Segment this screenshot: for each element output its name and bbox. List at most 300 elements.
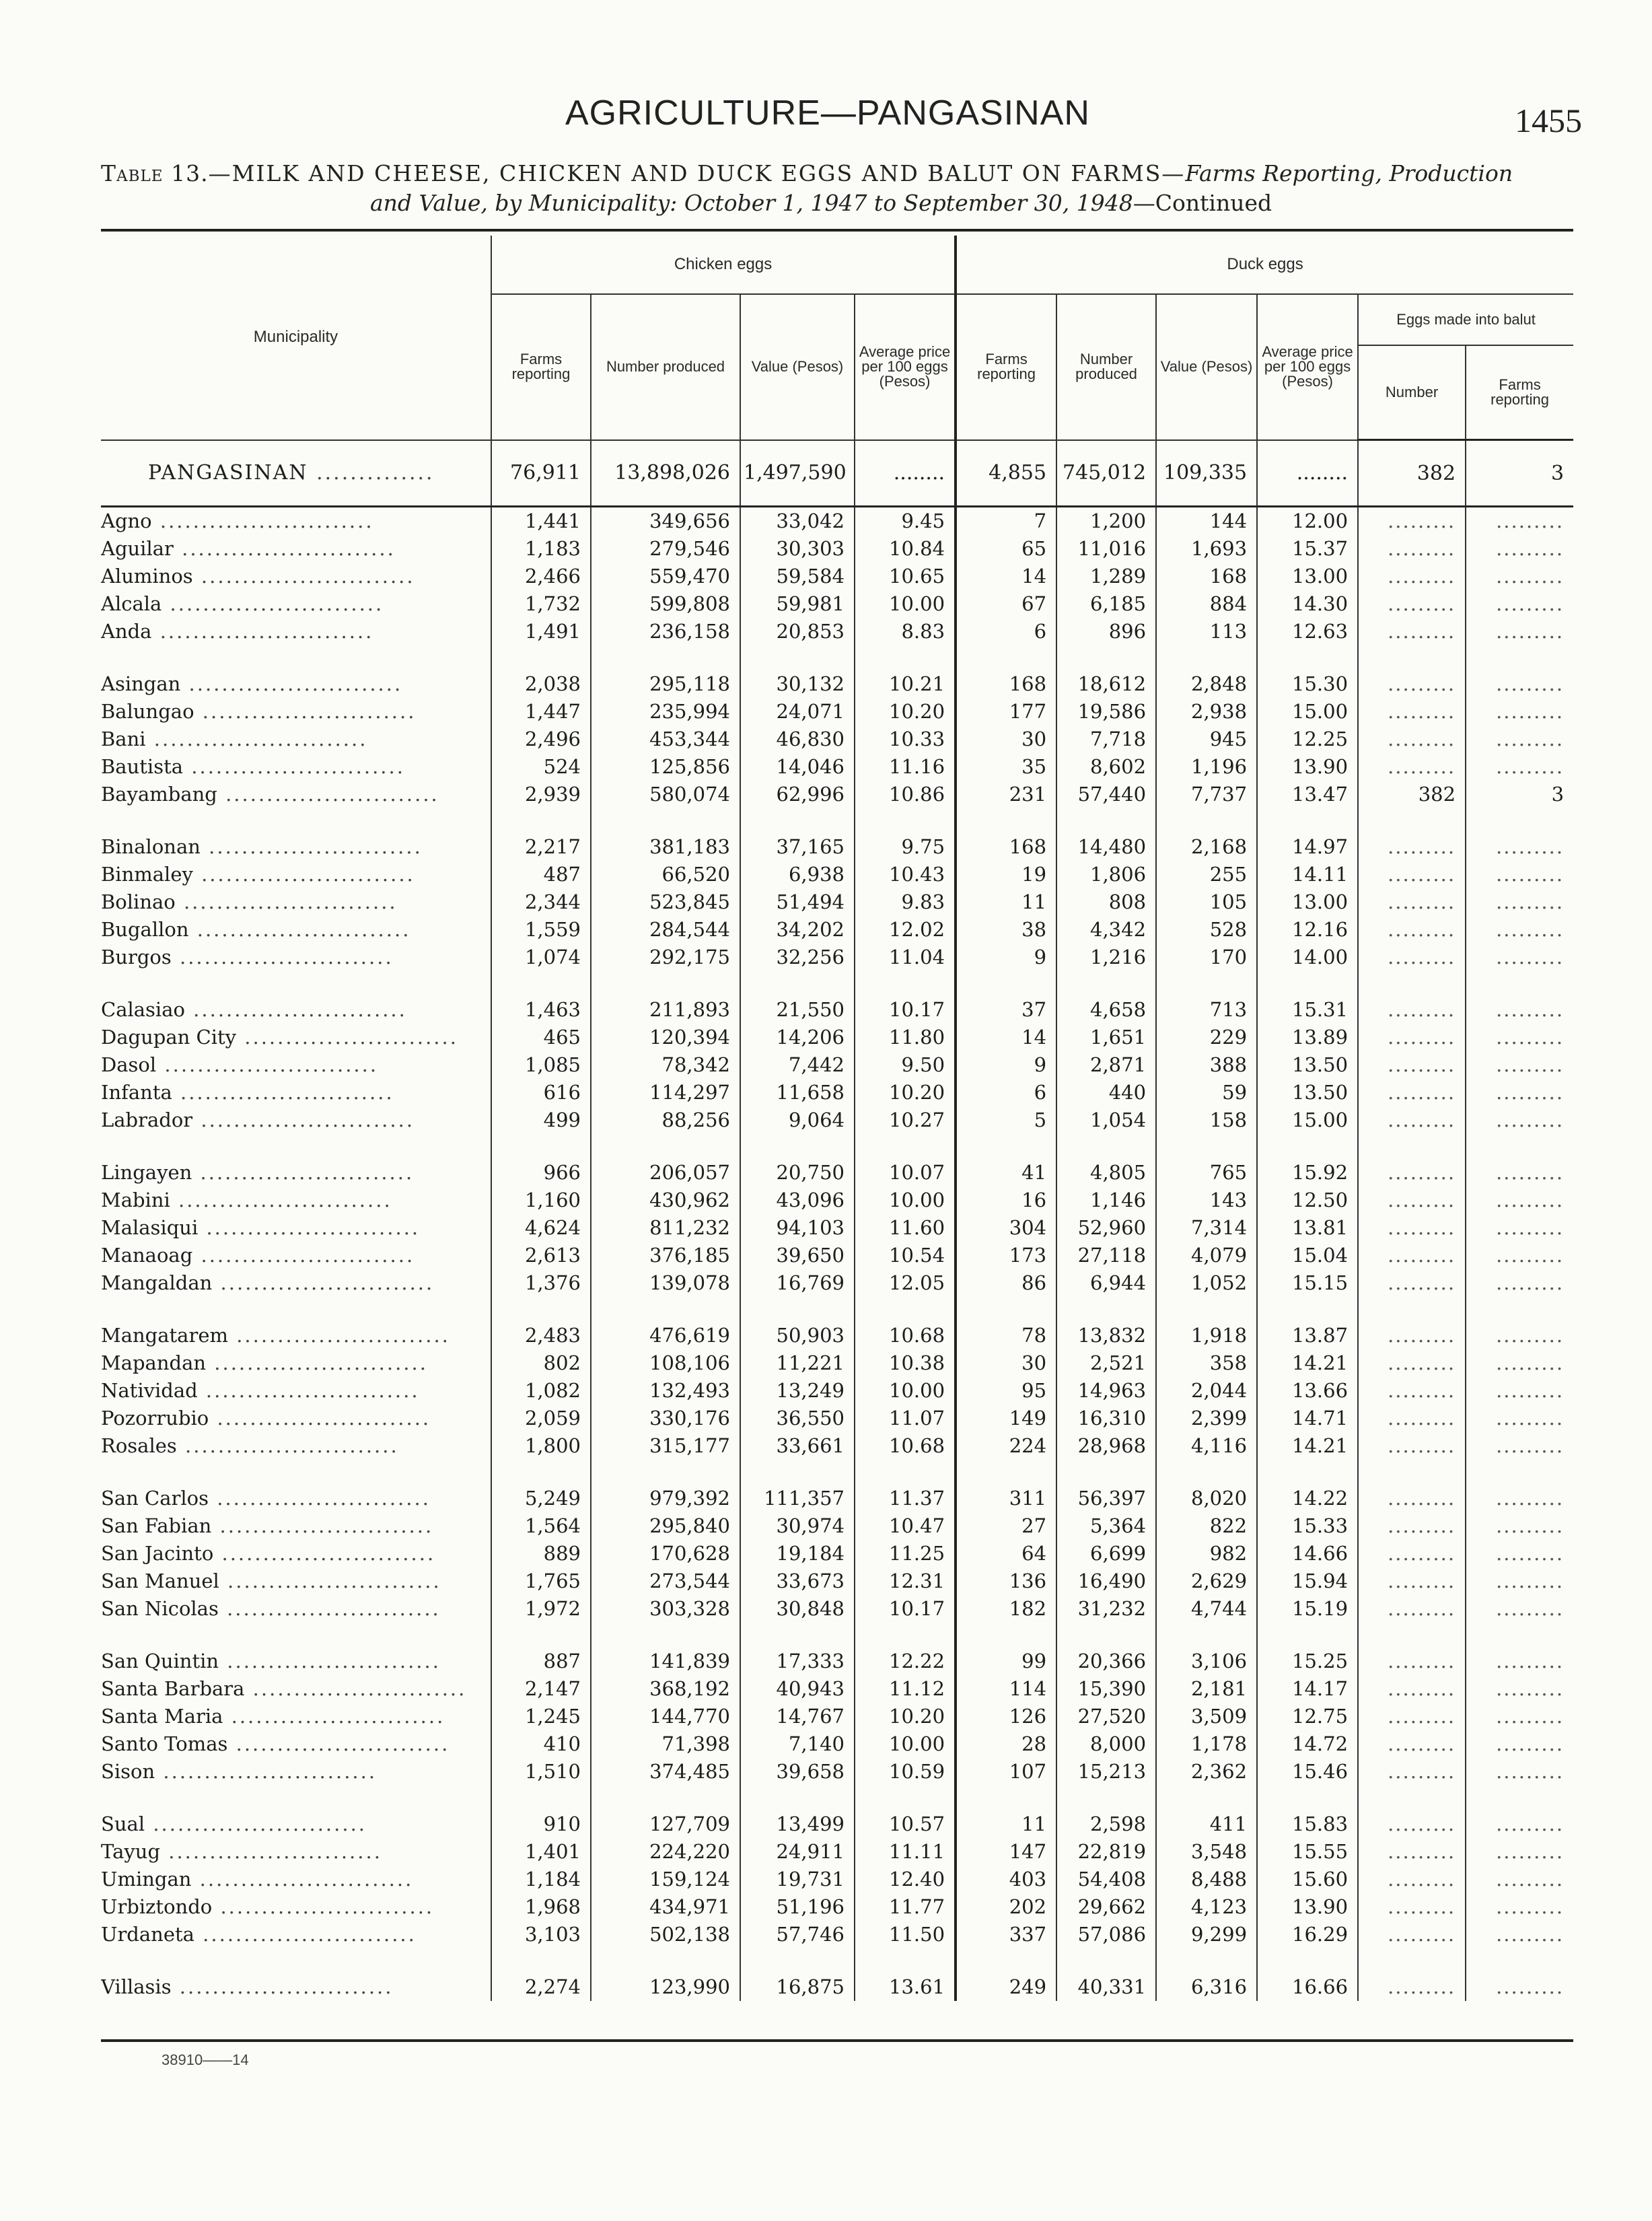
table-cell: 16,490 bbox=[1056, 1567, 1156, 1595]
table-cell: 14.30 bbox=[1257, 590, 1358, 618]
spacer-cell bbox=[956, 1786, 1056, 1810]
municipality-label: Binalonan bbox=[101, 835, 201, 858]
spacer-cell bbox=[740, 1948, 855, 1973]
table-cell: ......... bbox=[1466, 1079, 1573, 1106]
table-cell: 229 bbox=[1156, 1024, 1257, 1051]
table-subtitle-1: Farms Reporting, Production bbox=[1185, 160, 1513, 186]
table-row bbox=[101, 1432, 1573, 1460]
table-row bbox=[101, 1730, 1573, 1758]
table-cell: ......... bbox=[1466, 916, 1573, 944]
table-cell: ......... bbox=[1466, 1810, 1573, 1838]
dot-leader: .......................... bbox=[194, 700, 417, 723]
table-cell: ......... bbox=[1466, 590, 1573, 618]
table-cell: 15.60 bbox=[1257, 1866, 1358, 1893]
municipality-name bbox=[101, 861, 491, 888]
table-cell: 19,184 bbox=[740, 1540, 855, 1567]
table-cell: ......... bbox=[1358, 1703, 1466, 1730]
spacer-cell bbox=[491, 808, 591, 833]
table-cell: ......... bbox=[1358, 1322, 1466, 1349]
table-cell: 12.63 bbox=[1257, 618, 1358, 645]
spacer-cell bbox=[1257, 1134, 1358, 1159]
table-cell: 11.80 bbox=[855, 1024, 956, 1051]
spacer-cell bbox=[1358, 971, 1466, 996]
table-cell: 1,806 bbox=[1056, 861, 1156, 888]
table-cell: 57,440 bbox=[1056, 781, 1156, 808]
table-cell: ......... bbox=[1358, 670, 1466, 698]
bottom-rule bbox=[101, 2039, 1573, 2042]
table-cell: 802 bbox=[491, 1349, 591, 1377]
table-cell: 2,181 bbox=[1156, 1675, 1257, 1703]
table-cell: 368,192 bbox=[591, 1675, 740, 1703]
table-cell: ......... bbox=[1466, 1187, 1573, 1214]
table-cell: 292,175 bbox=[591, 944, 740, 971]
spacer-cell bbox=[1257, 808, 1358, 833]
spacer-cell bbox=[1257, 971, 1358, 996]
municipality-name bbox=[101, 1703, 491, 1730]
municipality-label: Agno bbox=[101, 509, 152, 532]
table-cell: ......... bbox=[1358, 1485, 1466, 1512]
municipality-name bbox=[101, 1866, 491, 1893]
table-cell: 14.22 bbox=[1257, 1485, 1358, 1512]
spacer-cell bbox=[1358, 1786, 1466, 1810]
spacer-cell bbox=[740, 1297, 855, 1322]
table-cell: 94,103 bbox=[740, 1214, 855, 1242]
table-cell: 158 bbox=[1156, 1106, 1257, 1134]
table-cell: 15,213 bbox=[1056, 1758, 1156, 1786]
dot-leader: .......................... bbox=[227, 1324, 450, 1347]
table-cell: 30,848 bbox=[740, 1595, 855, 1623]
municipality-label: Bayambang bbox=[101, 783, 217, 806]
table-cell: 2,044 bbox=[1156, 1377, 1257, 1405]
table-cell: 524 bbox=[491, 753, 591, 781]
table-cell: 295,118 bbox=[591, 670, 740, 698]
data-table bbox=[101, 236, 1573, 2001]
table-cell: 273,544 bbox=[591, 1567, 740, 1595]
table-cell: 1,401 bbox=[491, 1838, 591, 1866]
table-row bbox=[101, 563, 1573, 590]
table-cell: 304 bbox=[956, 1214, 1056, 1242]
table-cell: 1,184 bbox=[491, 1866, 591, 1893]
spacer-cell bbox=[1358, 1460, 1466, 1485]
municipality-name bbox=[101, 1810, 491, 1838]
table-cell: 206,057 bbox=[591, 1159, 740, 1187]
table-cell: 14.00 bbox=[1257, 944, 1358, 971]
chicken-value-header: Value (Pesos) bbox=[740, 294, 855, 440]
dot-leader: .......................... bbox=[171, 946, 394, 968]
dot-leader: .......................... bbox=[236, 1026, 458, 1049]
table-cell: 20,853 bbox=[740, 618, 855, 645]
municipality-name bbox=[101, 507, 491, 536]
municipality-label: Umingan bbox=[101, 1868, 192, 1891]
table-cell: 1,497,590 bbox=[740, 440, 855, 507]
table-cell: 11,016 bbox=[1056, 535, 1156, 563]
table-cell: 15.92 bbox=[1257, 1159, 1358, 1187]
municipality-label: PANGASINAN bbox=[148, 461, 308, 485]
spacer-cell bbox=[855, 1623, 956, 1648]
table-cell: ......... bbox=[1358, 1540, 1466, 1567]
table-cell: 51,196 bbox=[740, 1893, 855, 1921]
municipality-label: Villasis bbox=[101, 1975, 172, 1998]
municipality-label: Asingan bbox=[101, 672, 181, 695]
dot-leader: .......................... bbox=[211, 1514, 434, 1537]
table-cell: 3,509 bbox=[1156, 1703, 1257, 1730]
table-cell: 14.71 bbox=[1257, 1405, 1358, 1432]
spacer-cell bbox=[1056, 1297, 1156, 1322]
table-cell: 4,805 bbox=[1056, 1159, 1156, 1187]
table-cell: ......... bbox=[1358, 507, 1466, 536]
table-cell: ......... bbox=[1466, 996, 1573, 1024]
table-cell: 71,398 bbox=[591, 1730, 740, 1758]
group-spacer bbox=[101, 971, 1573, 996]
table-cell: 2,871 bbox=[1056, 1051, 1156, 1079]
table-cell: 27,118 bbox=[1056, 1242, 1156, 1269]
chicken-avg-price-header: Average price per 100 eggs (Pesos) bbox=[855, 294, 956, 440]
table-cell: ......... bbox=[1358, 618, 1466, 645]
balut-number-header: Number bbox=[1358, 345, 1466, 440]
table-cell: 499 bbox=[491, 1106, 591, 1134]
table-cell: 16.66 bbox=[1257, 1973, 1358, 2001]
table-cell: 10.68 bbox=[855, 1322, 956, 1349]
table-cell: 6 bbox=[956, 618, 1056, 645]
table-cell: 1,447 bbox=[491, 698, 591, 726]
table-cell: 107 bbox=[956, 1758, 1056, 1786]
table-cell: 2,613 bbox=[491, 1242, 591, 1269]
municipality-name bbox=[101, 670, 491, 698]
table-cell: 1,183 bbox=[491, 535, 591, 563]
table-row bbox=[101, 1024, 1573, 1051]
table-cell: ......... bbox=[1358, 1973, 1466, 2001]
table-cell: 4,079 bbox=[1156, 1242, 1257, 1269]
table-cell: 108,106 bbox=[591, 1349, 740, 1377]
table-cell: 4,658 bbox=[1056, 996, 1156, 1024]
municipality-label: Santa Maria bbox=[101, 1705, 223, 1728]
spacer-cell bbox=[101, 808, 491, 833]
table-cell: 56,397 bbox=[1056, 1485, 1156, 1512]
spacer-cell bbox=[1257, 1460, 1358, 1485]
municipality-label: Urbiztondo bbox=[101, 1895, 213, 1918]
municipality-name bbox=[101, 590, 491, 618]
table-cell: 765 bbox=[1156, 1159, 1257, 1187]
table-cell: 11.77 bbox=[855, 1893, 956, 1921]
table-cell: 411 bbox=[1156, 1810, 1257, 1838]
spacer-cell bbox=[1257, 645, 1358, 670]
table-cell: 15.37 bbox=[1257, 535, 1358, 563]
table-cell: 6,944 bbox=[1056, 1269, 1156, 1297]
table-cell: 67 bbox=[956, 590, 1056, 618]
table-cell: 15,390 bbox=[1056, 1675, 1156, 1703]
table-cell: ......... bbox=[1466, 1838, 1573, 1866]
table-cell: 236,158 bbox=[591, 618, 740, 645]
table-cell: 1,463 bbox=[491, 996, 591, 1024]
spacer-cell bbox=[591, 1134, 740, 1159]
table-row bbox=[101, 1322, 1573, 1349]
table-cell: ......... bbox=[1358, 1595, 1466, 1623]
table-cell: 66,520 bbox=[591, 861, 740, 888]
table-cell: 1,441 bbox=[491, 507, 591, 536]
table-cell: 10.20 bbox=[855, 698, 956, 726]
table-cell: 50,903 bbox=[740, 1322, 855, 1349]
table-cell: 126 bbox=[956, 1703, 1056, 1730]
table-cell: ......... bbox=[1466, 861, 1573, 888]
table-cell: 21,550 bbox=[740, 996, 855, 1024]
table-cell: 147 bbox=[956, 1838, 1056, 1866]
table-cell: 7,737 bbox=[1156, 781, 1257, 808]
dot-leader: .......................... bbox=[192, 1108, 415, 1131]
spacer-cell bbox=[1358, 808, 1466, 833]
table-cell: 1,074 bbox=[491, 944, 591, 971]
table-cell: 4,855 bbox=[956, 440, 1056, 507]
table-cell: 11.07 bbox=[855, 1405, 956, 1432]
table-cell: 255 bbox=[1156, 861, 1257, 888]
balut-farms-header: Farms reporting bbox=[1466, 345, 1573, 440]
table-cell: 13,898,026 bbox=[591, 440, 740, 507]
table-cell: 35 bbox=[956, 753, 1056, 781]
table-cell: 8,488 bbox=[1156, 1866, 1257, 1893]
spacer-cell bbox=[855, 1460, 956, 1485]
table-cell: 279,546 bbox=[591, 535, 740, 563]
top-rule bbox=[101, 229, 1573, 232]
spacer-cell bbox=[956, 808, 1056, 833]
duck-avg-price-header: Average price per 100 eggs (Pesos) bbox=[1257, 294, 1358, 440]
table-cell: 57,746 bbox=[740, 1921, 855, 1948]
table-cell: ......... bbox=[1466, 1866, 1573, 1893]
table-row bbox=[101, 944, 1573, 971]
spacer-cell bbox=[1056, 645, 1156, 670]
table-cell: ......... bbox=[1358, 1024, 1466, 1051]
spacer-cell bbox=[591, 1297, 740, 1322]
table-row bbox=[101, 670, 1573, 698]
spacer-cell bbox=[1056, 1623, 1156, 1648]
table-cell: 4,116 bbox=[1156, 1432, 1257, 1460]
spacer-cell bbox=[591, 971, 740, 996]
table-row bbox=[101, 1703, 1573, 1730]
table-cell: 811,232 bbox=[591, 1214, 740, 1242]
municipality-label: San Manuel bbox=[101, 1570, 219, 1592]
table-cell: 7,442 bbox=[740, 1051, 855, 1079]
table-cell: 15.30 bbox=[1257, 670, 1358, 698]
group-spacer bbox=[101, 1134, 1573, 1159]
table-cell: 12.05 bbox=[855, 1269, 956, 1297]
table-cell: 382 bbox=[1358, 781, 1466, 808]
spacer-cell bbox=[101, 1297, 491, 1322]
municipality-label: San Fabian bbox=[101, 1514, 212, 1537]
table-cell: 1,800 bbox=[491, 1432, 591, 1460]
table-cell: 1,693 bbox=[1156, 535, 1257, 563]
table-cell: 15.55 bbox=[1257, 1838, 1358, 1866]
spacer-cell bbox=[855, 808, 956, 833]
table-cell: 4,342 bbox=[1056, 916, 1156, 944]
table-cell: 33,673 bbox=[740, 1567, 855, 1595]
spacer-cell bbox=[1257, 1623, 1358, 1648]
table-row bbox=[101, 833, 1573, 861]
spacer-cell bbox=[491, 1297, 591, 1322]
table-row bbox=[101, 1921, 1573, 1948]
dot-leader: .......................... bbox=[180, 672, 403, 695]
table-cell: 39,658 bbox=[740, 1758, 855, 1786]
municipality-label: Sison bbox=[101, 1760, 155, 1783]
table-cell: ......... bbox=[1358, 1159, 1466, 1187]
dot-leader: .......................... bbox=[192, 863, 415, 886]
table-cell: 141,839 bbox=[591, 1648, 740, 1675]
table-cell: 2,938 bbox=[1156, 698, 1257, 726]
table-cell: 231 bbox=[956, 781, 1056, 808]
table-cell: 8,020 bbox=[1156, 1485, 1257, 1512]
municipality-name bbox=[101, 1106, 491, 1134]
table-cell: 15.46 bbox=[1257, 1758, 1358, 1786]
table-cell: 966 bbox=[491, 1159, 591, 1187]
table-cell: 10.07 bbox=[855, 1159, 956, 1187]
table-cell: 13.81 bbox=[1257, 1214, 1358, 1242]
table-cell: 202 bbox=[956, 1893, 1056, 1921]
municipality-label: Pozorrubio bbox=[101, 1407, 209, 1430]
table-cell: 1,245 bbox=[491, 1703, 591, 1730]
spacer-cell bbox=[956, 971, 1056, 996]
table-cell: 1,178 bbox=[1156, 1730, 1257, 1758]
spacer-cell bbox=[101, 1786, 491, 1810]
table-cell: ......... bbox=[1358, 1106, 1466, 1134]
table-cell: 910 bbox=[491, 1810, 591, 1838]
table-cell: 18,612 bbox=[1056, 670, 1156, 698]
municipality-header: Municipality bbox=[101, 236, 491, 440]
spacer-cell bbox=[591, 808, 740, 833]
table-caption bbox=[101, 159, 1581, 218]
table-row bbox=[101, 1973, 1573, 2001]
table-cell: 284,544 bbox=[591, 916, 740, 944]
municipality-name bbox=[101, 944, 491, 971]
table-cell: 51,494 bbox=[740, 888, 855, 916]
table-cell: 27,520 bbox=[1056, 1703, 1156, 1730]
municipality-label: Malasiqui bbox=[101, 1216, 199, 1239]
table-cell: 1,968 bbox=[491, 1893, 591, 1921]
spacer-cell bbox=[101, 971, 491, 996]
table-cell: 14 bbox=[956, 1024, 1056, 1051]
table-cell: 358 bbox=[1156, 1349, 1257, 1377]
table-cell: 374,485 bbox=[591, 1758, 740, 1786]
table-cell: ......... bbox=[1466, 753, 1573, 781]
municipality-name bbox=[101, 535, 491, 563]
table-cell: ......... bbox=[1466, 1567, 1573, 1595]
spacer-cell bbox=[1056, 971, 1156, 996]
table-cell: 28,968 bbox=[1056, 1432, 1156, 1460]
dot-leader: .......................... bbox=[217, 783, 439, 806]
table-cell: ......... bbox=[1466, 618, 1573, 645]
table-cell: ......... bbox=[1466, 888, 1573, 916]
group-spacer bbox=[101, 1297, 1573, 1322]
table-cell: ......... bbox=[1466, 1648, 1573, 1675]
table-cell: 13,249 bbox=[740, 1377, 855, 1405]
table-cell: 3,548 bbox=[1156, 1838, 1257, 1866]
table-cell: ......... bbox=[1358, 1512, 1466, 1540]
spacer-cell bbox=[956, 1948, 1056, 1973]
table-label: Table 13. bbox=[101, 160, 209, 186]
dot-leader: .......................... bbox=[155, 1760, 378, 1783]
municipality-name bbox=[101, 1187, 491, 1214]
municipality-name bbox=[101, 1349, 491, 1377]
table-cell: 599,808 bbox=[591, 590, 740, 618]
table-cell: ......... bbox=[1358, 1567, 1466, 1595]
table-cell: 30 bbox=[956, 726, 1056, 753]
table-cell: ......... bbox=[1358, 833, 1466, 861]
table-row bbox=[101, 1675, 1573, 1703]
spacer-cell bbox=[1056, 1460, 1156, 1485]
table-cell: 10.38 bbox=[855, 1349, 956, 1377]
table-cell: 15.33 bbox=[1257, 1512, 1358, 1540]
spacer-cell bbox=[855, 1948, 956, 1973]
table-cell: 2,521 bbox=[1056, 1349, 1156, 1377]
dot-leader: .......................... bbox=[209, 1487, 431, 1510]
municipality-name bbox=[101, 1214, 491, 1242]
table-row bbox=[101, 1377, 1573, 1405]
table-cell: 27 bbox=[956, 1512, 1056, 1540]
table-cell: ......... bbox=[1358, 535, 1466, 563]
municipality-label: Bani bbox=[101, 728, 146, 750]
table-cell: 12.25 bbox=[1257, 726, 1358, 753]
table-cell: 3 bbox=[1466, 781, 1573, 808]
table-cell: 388 bbox=[1156, 1051, 1257, 1079]
dot-leader: .......................... bbox=[170, 1189, 392, 1211]
table-cell: 10.54 bbox=[855, 1242, 956, 1269]
table-cell: 16,769 bbox=[740, 1269, 855, 1297]
table-row bbox=[101, 507, 1573, 536]
spacer-cell bbox=[1056, 1134, 1156, 1159]
spacer-cell bbox=[591, 1460, 740, 1485]
table-cell: 12.16 bbox=[1257, 916, 1358, 944]
table-cell: 30,132 bbox=[740, 670, 855, 698]
table-cell: 476,619 bbox=[591, 1322, 740, 1349]
table-cell: 295,840 bbox=[591, 1512, 740, 1540]
table-cell: 15.25 bbox=[1257, 1648, 1358, 1675]
table-row bbox=[101, 1079, 1573, 1106]
table-cell: 37,165 bbox=[740, 833, 855, 861]
table-cell: 40,943 bbox=[740, 1675, 855, 1703]
spacer-cell bbox=[1156, 808, 1257, 833]
table-cell: ......... bbox=[1358, 1893, 1466, 1921]
table-cell: 14.97 bbox=[1257, 833, 1358, 861]
municipality-label: Mangaldan bbox=[101, 1271, 213, 1294]
table-cell: 11.25 bbox=[855, 1540, 956, 1567]
municipality-label: Labrador bbox=[101, 1108, 193, 1131]
table-cell: 105 bbox=[1156, 888, 1257, 916]
table-cell: 1,510 bbox=[491, 1758, 591, 1786]
dot-leader: .......................... bbox=[172, 1081, 394, 1104]
table-cell: 330,176 bbox=[591, 1405, 740, 1432]
table-cell: ......... bbox=[1466, 1405, 1573, 1432]
table-row bbox=[101, 996, 1573, 1024]
municipality-name bbox=[101, 1405, 491, 1432]
table-cell: 559,470 bbox=[591, 563, 740, 590]
table-cell: 884 bbox=[1156, 590, 1257, 618]
table-cell: 19,586 bbox=[1056, 698, 1156, 726]
table-cell: 10.68 bbox=[855, 1432, 956, 1460]
table-cell: 109,335 bbox=[1156, 440, 1257, 507]
municipality-name bbox=[101, 833, 491, 861]
table-cell: 168 bbox=[1156, 563, 1257, 590]
running-head: AGRICULTURE—PANGASINAN bbox=[565, 94, 1090, 133]
table-cell: 6,316 bbox=[1156, 1973, 1257, 2001]
table-row bbox=[101, 1648, 1573, 1675]
table-cell: 5,364 bbox=[1056, 1512, 1156, 1540]
table-cell: 440 bbox=[1056, 1079, 1156, 1106]
table-cell: 46,830 bbox=[740, 726, 855, 753]
table-cell: ......... bbox=[1466, 1973, 1573, 2001]
table-cell: 1,559 bbox=[491, 916, 591, 944]
dot-leader: .......................... bbox=[173, 537, 396, 560]
municipality-name bbox=[101, 1051, 491, 1079]
table-cell: 111,357 bbox=[740, 1485, 855, 1512]
table-cell: ......... bbox=[1358, 726, 1466, 753]
table-cell: 24,911 bbox=[740, 1838, 855, 1866]
table-cell: 1,289 bbox=[1056, 563, 1156, 590]
